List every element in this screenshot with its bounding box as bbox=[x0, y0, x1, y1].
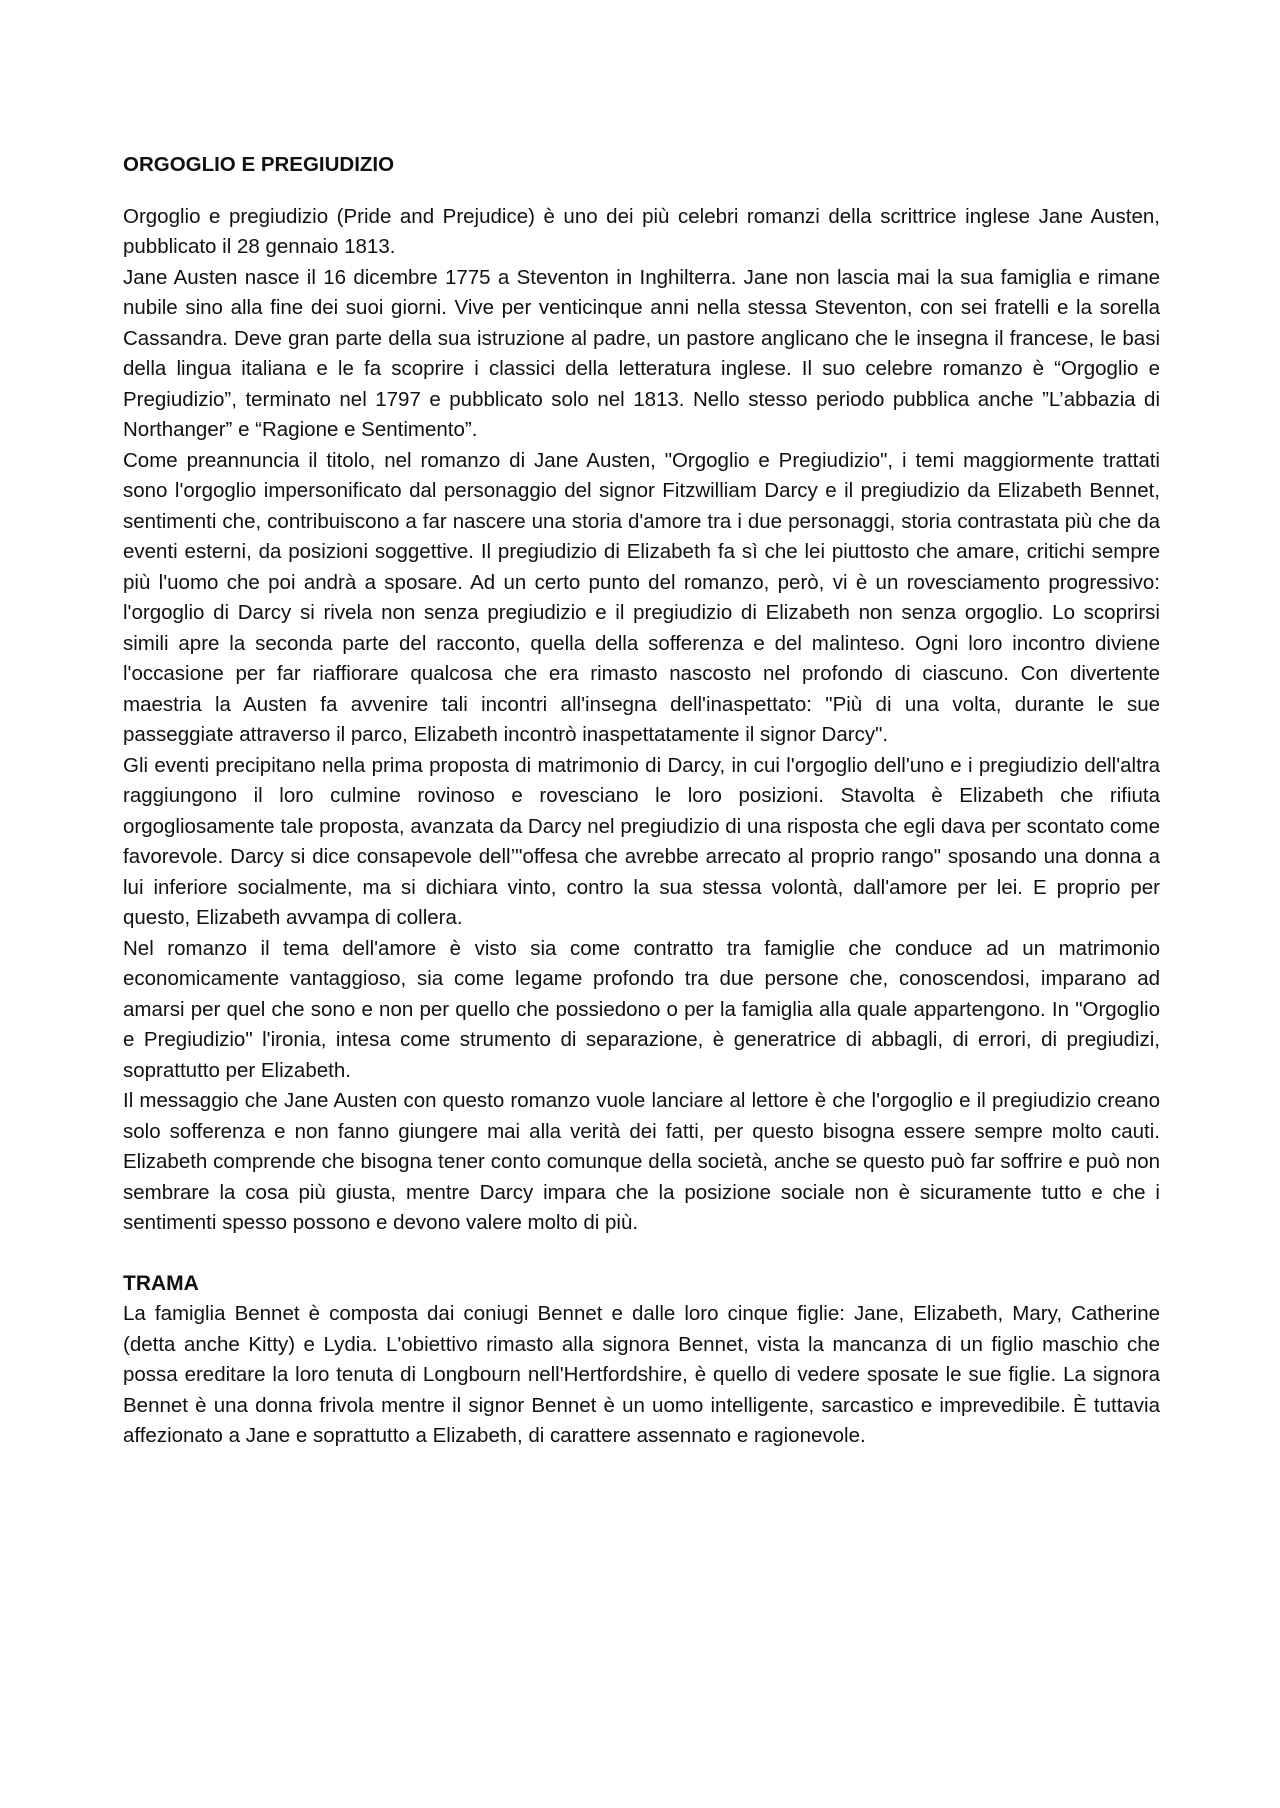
proposal-paragraph: Gli eventi precipitano nella prima proposta di matrimonio di Darcy, in cui l'orgoglio dell'uno e i pregiudizio dell'altra raggiungono il loro culmine rovinoso e rovesciano le loro posizioni. Stavolta è Elizabeth che rifiuta orgogliosamente tale proposta, avanzata da Darcy nel pregiudizio di una risposta che egli dava per scontato come favorevole. Darcy si dice consapevole dell’"offesa che avrebbe arrecato al proprio rango" sposando una donna a lui inferiore socialmente, ma si dichiara vinto, contro la sua stessa volontà, dall'amore per lei. E proprio per questo, Elizabeth avvampa di collera. bbox=[123, 753, 1160, 929]
author-biography-paragraph: Jane Austen nasce il 16 dicembre 1775 a Steventon in Inghilterra. Jane non lascia mai la sua famiglia e rimane nubile sino alla fine dei suoi giorni. Vive per venticinque anni nella stessa Steventon, con sei fratelli e la sorella Cassandra. Deve gran parte della sua istruzione al padre, un pastore anglicano che le insegna il francese, le basi della lingua italiana e le fa scoprire i classici della letteratura inglese. Il suo celebre romanzo è “Orgoglio e Pregiudizio”, terminato nel 1797 e pubblicato solo nel 1813. Nello stesso periodo pubblica anche ”L’abbazia di Northanger” e “Ragione e Sentimento”. bbox=[123, 265, 1160, 441]
section-spacer bbox=[123, 1239, 1160, 1269]
intro-paragraph: Orgoglio e pregiudizio (Pride and Prejudice) è uno dei più celebri romanzi della scrittrice inglese Jane Austen, pubblicato il 28 gennaio 1813. bbox=[123, 204, 1160, 258]
themes-paragraph: Come preannuncia il titolo, nel romanzo di Jane Austen, "Orgoglio e Pregiudizio", i temi maggiormente trattati sono l'orgoglio impersonificato dal personaggio del signor Fitzwilliam Darcy e il pregiudizio da Elizabeth Bennet, sentimenti che, contribuiscono a far nascere una storia d'amore tra i due personaggi, storia contrastata più che da eventi esterni, da posizioni soggettive. Il pregiudizio di Elizabeth fa sì che lei piuttosto che amare, critichi sempre più l'uomo che poi andrà a sposare. Ad un certo punto del romanzo, però, vi è un rovesciamento progressivo: l'orgoglio di Darcy si rivela non senza pregiudizio e il pregiudizio di Elizabeth non senza orgoglio. Lo scoprirsi simili apre la seconda parte del racconto, quella della sofferenza e del malinteso. Ogni loro incontro diviene l'occasione per far riaffiorare qualcosa che era rimasto nascosto nel profondo di ciascuno. Con divertente maestria la Austen fa avvenire tali incontri all'insegna dell'inaspettato: "Più di una volta, durante le sue passeggiate attraverso il parco, Elizabeth incontrò inaspettatamente il signor Darcy". bbox=[123, 448, 1160, 746]
trama-heading: TRAMA bbox=[123, 1271, 199, 1295]
document-page bbox=[123, 150, 1160, 1452]
document-title: ORGOGLIO E PREGIUDIZIO bbox=[123, 153, 395, 176]
trama-paragraph: La famiglia Bennet è composta dai coniugi Bennet e dalle loro cinque figlie: Jane, Elizabeth, Mary, Catherine (detta anche Kitty) e Lydia. L'obiettivo rimasto alla signora Bennet, vista la mancanza di un figlio maschio che possa ereditare la loro tenuta di Longbourn nell'Hertfordshire, è quello di vedere sposate le sue figlie. La signora Bennet è una donna frivola mentre il signor Bennet è un uomo intelligente, sarcastico e imprevedibile. È tuttavia affezionato a Jane e soprattutto a Elizabeth, di carattere assennato e ragionevole. bbox=[123, 1302, 1160, 1447]
love-theme-paragraph: Nel romanzo il tema dell'amore è visto sia come contratto tra famiglie che conduce ad un matrimonio economicamente vantaggioso, sia come legame profondo tra due persone che, conoscendosi, imparano ad amarsi per quel che sono e non per quello che possiedono o per la famiglia alla quale appartengono. In "Orgoglio e Pregiudizio" l'ironia, intesa come strumento di separazione, è generatrice di abbagli, di errori, di pregiudizi, soprattutto per Elizabeth. bbox=[123, 936, 1160, 1082]
message-paragraph: Il messaggio che Jane Austen con questo romanzo vuole lanciare al lettore è che l'orgoglio e il pregiudizio creano solo sofferenza e non fanno giungere mai alla verità dei fatti, per questo bisogna essere sempre molto cauti. Elizabeth comprende che bisogna tener conto comunque della società, anche se questo può far soffrire e può non sembrare la cosa più giusta, mentre Darcy impara che la posizione sociale non è sicuramente tutto e che i sentimenti spesso possono e devono valere molto di più. bbox=[123, 1089, 1160, 1234]
